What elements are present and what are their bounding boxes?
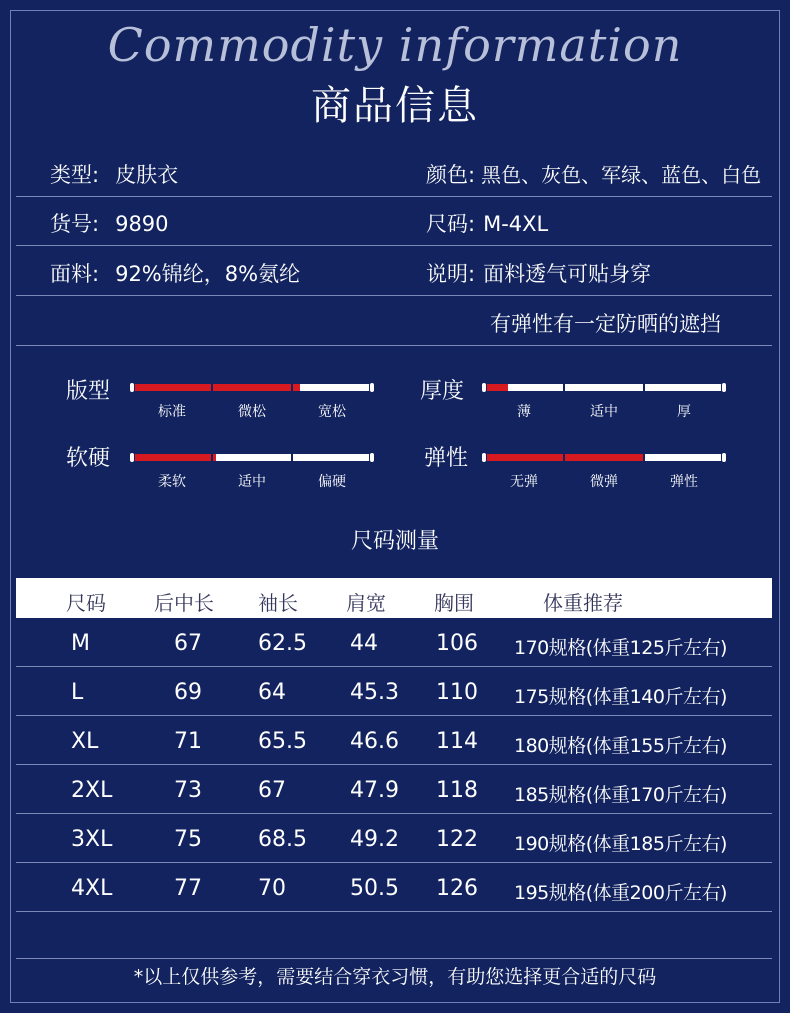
- table-cell: 45.3: [350, 680, 399, 705]
- note-value-2: 有弹性有一定防晒的遮挡: [490, 312, 721, 336]
- slider-tick-label: 弹性: [670, 474, 698, 490]
- slider-endcap: [129, 452, 135, 463]
- table-cell: 70: [258, 876, 286, 901]
- sku-key: 货号:: [50, 212, 100, 236]
- slider-tick: [563, 453, 565, 462]
- note-key: 说明:: [426, 262, 476, 286]
- size-key: 尺码:: [426, 212, 476, 236]
- table-cell: 170规格(体重125斤左右): [514, 637, 727, 659]
- slider-softness-label: 软硬: [66, 446, 111, 471]
- table-cell: 114: [436, 729, 478, 754]
- type-key: 类型:: [50, 163, 100, 187]
- table-cell: 69: [174, 680, 202, 705]
- slider-tick-label: 适中: [590, 404, 618, 420]
- table-cell: 4XL: [71, 876, 113, 901]
- info-row-sku: [16, 196, 772, 246]
- slider-tick-label: 微弹: [590, 474, 618, 490]
- divider: [16, 958, 772, 959]
- slider-tick-label: 厚: [677, 404, 691, 420]
- slider-tick: [291, 383, 293, 392]
- table-cell: 195规格(体重200斤左右): [514, 882, 727, 904]
- table-row: [16, 765, 772, 814]
- slider-endcap: [369, 452, 375, 463]
- sku-value: 9890: [115, 212, 169, 236]
- table-cell: 77: [174, 876, 202, 901]
- table-cell: 65.5: [258, 729, 307, 754]
- table-cell: 126: [436, 876, 478, 901]
- slider-tick: [643, 453, 645, 462]
- th-length: 后中长: [154, 591, 214, 615]
- slider-tick: [211, 383, 213, 392]
- slider-tick-label: 适中: [238, 474, 266, 490]
- table-cell: 2XL: [71, 778, 113, 803]
- table-row: [16, 716, 772, 765]
- slider-tick-label: 偏硬: [318, 474, 346, 490]
- table-row: [16, 667, 772, 716]
- table-cell: 185规格(体重170斤左右): [514, 784, 727, 806]
- color-value: 黑色、灰色、军绿、蓝色、白色: [481, 163, 762, 187]
- footer-note: *以上仅供参考，需要结合穿衣习惯，有助您选择更合适的尺码: [133, 966, 657, 988]
- table-cell: 49.2: [350, 827, 399, 852]
- table-cell: 67: [258, 778, 286, 803]
- slider-endcap: [129, 382, 135, 393]
- size-table-title: 尺码测量: [350, 529, 439, 554]
- script-title: Commodity information: [107, 18, 683, 72]
- table-cell: 110: [436, 680, 478, 705]
- page-title: 商品信息: [311, 83, 479, 129]
- color-key: 颜色:: [426, 163, 476, 187]
- slider-endcap: [721, 452, 727, 463]
- th-size: 尺码: [66, 591, 106, 615]
- table-cell: 62.5: [258, 631, 307, 656]
- slider-endcap: [481, 382, 487, 393]
- table-cell: 180规格(体重155斤左右): [514, 735, 727, 757]
- slider-tick: [211, 453, 213, 462]
- slider-fit-label: 版型: [66, 379, 111, 404]
- slider-track: [132, 384, 372, 391]
- fabric-value: 92%锦纶，8%氨纶: [115, 262, 301, 286]
- th-weight: 体重推荐: [543, 591, 623, 615]
- slider-tick-label: 薄: [517, 404, 531, 420]
- slider-fill: [484, 384, 508, 391]
- table-cell: 122: [436, 827, 478, 852]
- table-cell: M: [71, 631, 90, 656]
- table-cell: 71: [174, 729, 202, 754]
- table-cell: 75: [174, 827, 202, 852]
- th-sleeve: 袖长: [258, 591, 298, 615]
- table-cell: 3XL: [71, 827, 113, 852]
- table-row: [16, 814, 772, 863]
- slider-thickness-label: 厚度: [420, 379, 465, 404]
- th-chest: 胸围: [434, 591, 474, 615]
- table-cell: 46.6: [350, 729, 399, 754]
- slider-track: [132, 454, 372, 461]
- slider-tick: [291, 453, 293, 462]
- table-cell: 50.5: [350, 876, 399, 901]
- table-cell: 68.5: [258, 827, 307, 852]
- slider-fill: [132, 454, 216, 461]
- table-cell: L: [71, 680, 84, 705]
- info-row-fabric: [16, 246, 772, 296]
- size-table-header: [16, 578, 772, 618]
- table-cell: 73: [174, 778, 202, 803]
- slider-fill: [132, 384, 300, 391]
- type-value: 皮肤衣: [115, 163, 179, 187]
- size-value: M-4XL: [483, 212, 549, 236]
- table-row: [16, 618, 772, 667]
- th-shoulder: 肩宽: [346, 591, 386, 615]
- table-cell: 47.9: [350, 778, 399, 803]
- slider-tick: [563, 383, 565, 392]
- slider-track: [484, 384, 724, 391]
- slider-tick: [643, 383, 645, 392]
- slider-tick-label: 标准: [158, 404, 186, 420]
- table-cell: 175规格(体重140斤左右): [514, 686, 727, 708]
- slider-elasticity-label: 弹性: [424, 446, 469, 471]
- table-row: [16, 863, 772, 912]
- table-cell: 118: [436, 778, 478, 803]
- table-cell: 190规格(体重185斤左右): [514, 833, 727, 855]
- slider-endcap: [481, 452, 487, 463]
- info-row-note2: [16, 296, 772, 346]
- table-cell: 106: [436, 631, 478, 656]
- slider-endcap: [721, 382, 727, 393]
- note-value: 面料透气可贴身穿: [483, 262, 652, 286]
- table-cell: 44: [350, 631, 378, 656]
- slider-tick-label: 柔软: [158, 474, 186, 490]
- fabric-key: 面料:: [50, 262, 100, 286]
- slider-tick-label: 无弹: [510, 474, 538, 490]
- slider-tick-label: 微松: [238, 404, 266, 420]
- info-row-type: [16, 147, 772, 197]
- slider-endcap: [369, 382, 375, 393]
- slider-track: [484, 454, 724, 461]
- slider-tick-label: 宽松: [318, 404, 346, 420]
- table-cell: 67: [174, 631, 202, 656]
- table-cell: 64: [258, 680, 286, 705]
- table-cell: XL: [71, 729, 99, 754]
